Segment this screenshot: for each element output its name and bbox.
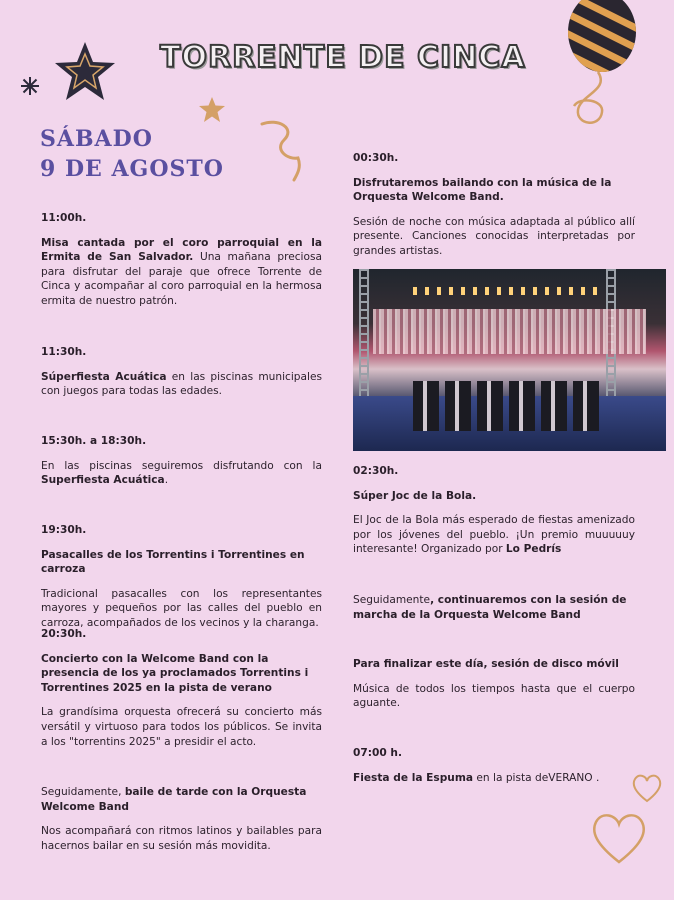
- crowd: [373, 309, 646, 354]
- event-heading: Disfrutaremos bailando con la música de la Orquesta Welcome Band.: [353, 176, 612, 204]
- event-heading: Seguidamente, baile de tarde con la Orquesta Welcome Band: [41, 786, 307, 813]
- event-time: 02:30h.: [353, 465, 399, 477]
- star-icon-small: [198, 96, 226, 124]
- event-heading: Concierto con la Welcome Band con la presencia de los ya proclamados Torrentins i Torrentines 2025 en la pista de verano: [41, 652, 309, 694]
- event-heading: Seguidamente, continuaremos con la sesión de marcha de la Orquesta Welcome Band: [353, 594, 627, 621]
- star-icon-large: [52, 40, 118, 104]
- event-afternoon-dance: [41, 785, 322, 853]
- event-disco: [353, 657, 635, 711]
- event-description: La grandísima orquesta ofrecerá su concierto más versátil y virtuoso para todos los públicos. Se invita a los "torrentins 2025" a presidir el acto.: [41, 706, 322, 748]
- event-description: Súperfiesta Acuática en las piscinas municipales con juegos para todas las edades.: [41, 370, 322, 398]
- event-description: Tradicional pasacalles con los representantes mayores y pequeños por las calles del pueblo en carroza, acompañados de los vecinos y la charanga.: [41, 587, 322, 629]
- event-1930: [41, 523, 322, 631]
- event-time: 20:30h.: [41, 628, 87, 640]
- event-heading: Súper Joc de la Bola.: [353, 489, 477, 502]
- event-time: 11:00h.: [41, 212, 87, 224]
- event-description: Música de todos los tiempos hasta que el cuerpo aguante.: [353, 682, 635, 710]
- heart-icon-large: [588, 808, 650, 866]
- event-evening-session: [353, 593, 635, 622]
- event-1100: [41, 211, 322, 309]
- event-description: Nos acompañará con ritmos latinos y bailables para hacernos bailar en su sesión más movidita.: [41, 825, 322, 852]
- event-time: 07:00 h.: [353, 747, 402, 759]
- page-title: TORRENTE DE CINCA: [160, 40, 526, 75]
- heart-icon-small: [630, 772, 664, 804]
- event-heading: Para finalizar este día, sesión de disco móvil: [353, 658, 619, 670]
- event-description: Misa cantada por el coro parroquial en la Ermita de San Salvador. Una mañana preciosa para disfrutar del paraje que ofrece Torrente de Cinca y acompañar al coro parroquial en la hermosa ermita de nuestro patrón.: [41, 236, 322, 307]
- event-description: Sesión de noche con música adaptada al público allí presente. Canciones conocidas interpretadas por grandes artistas.: [353, 215, 635, 257]
- event-0700: [353, 746, 635, 785]
- band-members: [413, 381, 603, 431]
- stage-lights: [413, 287, 603, 295]
- event-description: El Joc de la Bola más esperado de fiestas amenizado por los jóvenes del pueblo. ¡Un premio muuuuuy interesante! Organizado por Lo Pedrís: [353, 514, 635, 556]
- event-0030: [353, 151, 635, 259]
- event-time: 19:30h.: [41, 524, 87, 536]
- event-1530: [41, 434, 322, 488]
- date-month: 9 DE AGOSTO: [40, 156, 224, 182]
- event-2030: [41, 627, 322, 749]
- swirl-icon: [258, 118, 304, 184]
- concert-photo: [353, 269, 666, 451]
- event-time: 15:30h. a 18:30h.: [41, 435, 147, 447]
- event-heading: Pasacalles de los Torrentins i Torrentines en carroza: [41, 548, 305, 576]
- event-0230: [353, 464, 635, 557]
- event-time: 11:30h.: [41, 346, 87, 358]
- event-1130: [41, 345, 322, 399]
- event-description: Fiesta de la Espuma en la pista deVERANO .: [353, 771, 600, 784]
- event-description: En las piscinas seguiremos disfrutando con la Superfiesta Acuática.: [41, 459, 322, 487]
- sparkle-icon: [20, 76, 40, 96]
- event-time: 00:30h.: [353, 152, 399, 164]
- balloon-icon: [540, 0, 640, 135]
- date-heading: [40, 124, 224, 184]
- date-day: SÁBADO: [40, 126, 153, 152]
